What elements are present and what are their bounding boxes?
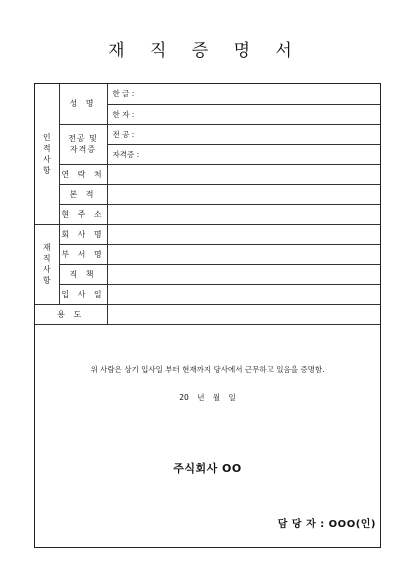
field-contact[interactable] <box>107 164 380 184</box>
field-major[interactable]: 전 공 : <box>107 124 380 144</box>
field-origin[interactable] <box>107 184 380 204</box>
section-employment-char: 항 <box>42 276 51 285</box>
label-major-line1: 전공 및 <box>68 134 98 143</box>
section-employment-char: 재 <box>42 243 51 252</box>
field-position[interactable] <box>107 264 380 284</box>
statement-text: 위 사람은 상기 입사일 부터 현재까지 당사에서 근무하고 있음을 증명함. <box>90 365 325 374</box>
field-department[interactable] <box>107 244 380 264</box>
section-personal-char: 인 <box>42 132 51 142</box>
section-personal-char: 사 <box>42 154 51 164</box>
label-address: 현 주 소 <box>59 204 107 224</box>
company-name: 주식회사 OO <box>173 462 242 475</box>
label-major-license <box>59 124 107 164</box>
label-major-line2: 자격증 <box>69 145 97 154</box>
field-hire-date[interactable] <box>107 284 380 304</box>
certificate-body <box>35 330 380 547</box>
section-employment-char: 직 <box>42 254 51 263</box>
label-company-name: 회 사 명 <box>59 224 107 244</box>
section-employment <box>35 224 59 304</box>
label-usage: 용 도 <box>35 304 107 324</box>
info-table <box>35 84 380 325</box>
label-origin: 본 적 <box>59 184 107 204</box>
label-department: 부 서 명 <box>59 244 107 264</box>
label-hire-date: 입 사 일 <box>59 284 107 304</box>
section-personal-char: 적 <box>42 143 51 153</box>
document-title: 재 직 증 명 서 <box>108 41 302 61</box>
field-name-hanja[interactable]: 한 자 : <box>107 104 380 124</box>
section-personal-char: 항 <box>42 165 51 175</box>
field-name-hangul[interactable]: 한 글 : <box>107 84 380 104</box>
signer-line: 담 당 자 : OOO(인) <box>277 519 376 530</box>
field-usage[interactable] <box>107 304 380 324</box>
label-position: 직 책 <box>59 264 107 284</box>
issue-date: 20 년 월 일 <box>179 393 236 402</box>
certificate-form <box>34 83 381 548</box>
label-name: 성 명 <box>59 84 107 124</box>
field-address[interactable] <box>107 204 380 224</box>
section-employment-char: 사 <box>42 265 51 274</box>
field-license[interactable]: 자격증 : <box>107 144 380 164</box>
field-company-name[interactable] <box>107 224 380 244</box>
label-contact: 연 락 처 <box>59 164 107 184</box>
section-personal <box>35 84 59 224</box>
